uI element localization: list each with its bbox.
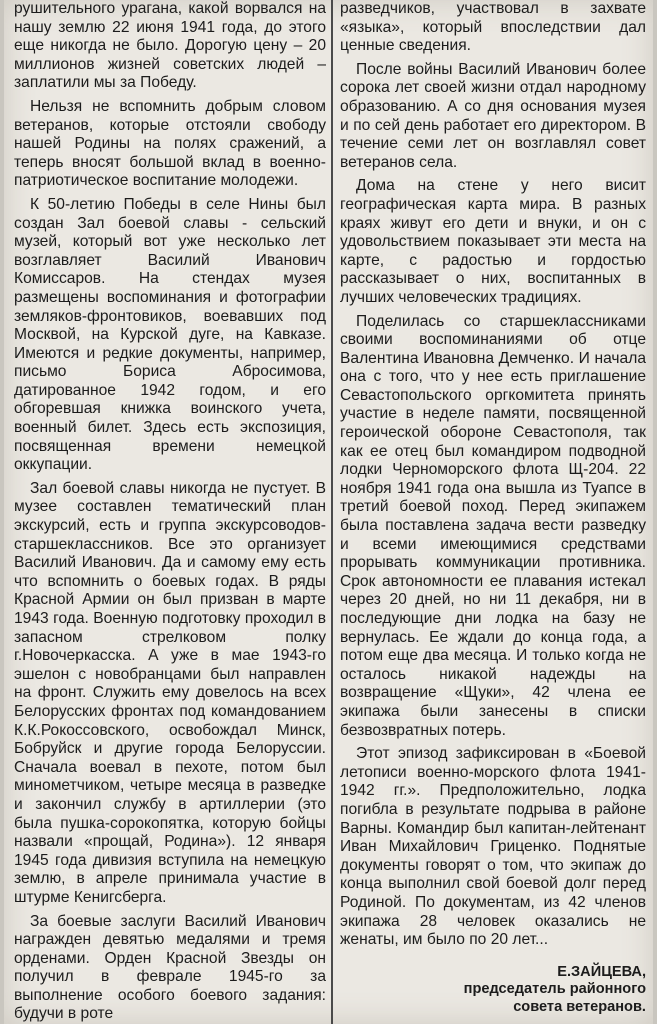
column-divider (331, 0, 333, 1024)
paragraph: разведчиков, участвовал в захвате «языка», который впоследствии дал ценные сведения. (340, 0, 646, 55)
paragraph: После войны Василий Иванович более сорока лет своей жизни отдал народному образованию. А со дня основания музея и по сей день работает его директором. В течение семи лет он возглавлял совет ветеранов села. (340, 60, 646, 171)
author-signature (340, 964, 646, 1017)
author-title: совета ветеранов. (513, 998, 646, 1015)
paragraph: За боевые заслуги Василий Иванович награжден девятью медалями и тремя орденами. Орден Красной Звезды он получил в феврале 1945-го за выполнение особого боевого задания: будучи в роте (14, 912, 326, 1023)
newspaper-clipping (4, 0, 653, 1024)
paragraph: К 50-летию Победы в селе Нины был создан Зал боевой славы - сельский музей, который вот уже несколько лет возглавляет Василий Иванович Комиссаров. На стендах музея размещены воспоминания и фотографии земляков-фронтовиков, воевавших под Москвой, на Курской дуге, на Кавказе. Имеются и редкие документы, например, письмо Бориса Абросимова, датированное 1942 годом, и его обгоревшая книжка воинского учета, военный билет. Здесь есть экспозиция, посвященная времени немецкой оккупации. (14, 195, 326, 474)
paragraph: рушительного урагана, какой ворвался на нашу землю 22 июня 1941 года, до этого еще никогда не было. Дорогую цену – 20 миллионов жизней советских людей – заплатили мы за Победу. (14, 0, 326, 92)
author-title: председатель районного (463, 981, 646, 998)
paragraph: Этот эпизод зафиксирован в «Боевой летописи военно-морского флота 1941-1942 гг.». Предположительно, лодка погибла в результате подрыва в районе Варны. Командир был капитан-лейтенант Иван Михайлович Гриценко. Поднятые документы говорят о том, что экипаж до конца выполнил свой боевой долг перед Родиной. По документам, из 42 членов экипажа 28 человек оказались не женаты, им было по 20 лет... (340, 745, 646, 949)
article-column-left (14, 0, 326, 1024)
article-column-right (340, 0, 646, 1024)
paragraph: Нельзя не вспомнить добрым словом ветеранов, которые отстояли свободу нашей Родины на полях сражений, а теперь вносят большой вклад в военно-патриотическое воспитание молодежи. (14, 97, 326, 190)
paragraph: Зал боевой славы никогда не пустует. В музее составлен тематический план экскурсий, есть и группа экскурсоводов-старшеклассников. Все это организует Василий Иванович. Да и самому ему есть что вспомнить о боевых годах. В ряды Красной Армии он был призван в марте 1943 года. Военную подготовку проходил в запасном стрелковом полку г.Новочеркасска. А уже в мае 1943-го эшелон с новобранцами был направлен на фронт. Служить ему довелось на всех Белорусских фронтах под командованием К.К.Рокоссовского, освобождал Минск, Бобруйск и другие города Белоруссии. Сначала воевал в пехоте, потом был минометчиком, четыре месяца в разведке и закончил службу в артиллерии (это была пушка-сорокопятка, которую бойцы назвали «прощай, Родина»). 12 января 1945 года дивизия вступила на немецкую землю, в апреле принимала участие в штурме Кенигсберга. (14, 479, 326, 906)
author-name: Е.ЗАЙЦЕВА, (557, 963, 646, 980)
paragraph: Дома на стене у него висит географическая карта мира. В разных краях живут его дети и внуки, и он с удовольствием показывает эти места на карте, с радостью и гордостью рассказывает о них, воспитанных в лучших человеческих традициях. (340, 177, 646, 306)
paragraph: Поделилась со старшеклассниками своими воспоминаниями об отце Валентина Ивановна Демченко. И начала она с того, что у нее есть приглашение Севастопольского оргкомитета принять участие в неделе памяти, посвященной героической обороне Севастополя, так как ее отец был командиром подводной лодки Черноморского флота Щ-204. 22 ноября 1941 года она вышла из Туапсе в третий боевой поход. Перед экипажем была поставлена задача вести разведку и всеми имеющимися средствами прорывать коммуникации противника. Срок автономности ее плавания истекал через 20 дней, но ни 11 декабря, ни в последующие дни лодка на базу не вернулась. Ее ждали до конца года, а потом еще два месяца. И только когда не осталось никакой надежды на возвращение «Щуки», 42 члена ее экипажа были занесены в списки безвозвратных потерь. (340, 312, 646, 739)
